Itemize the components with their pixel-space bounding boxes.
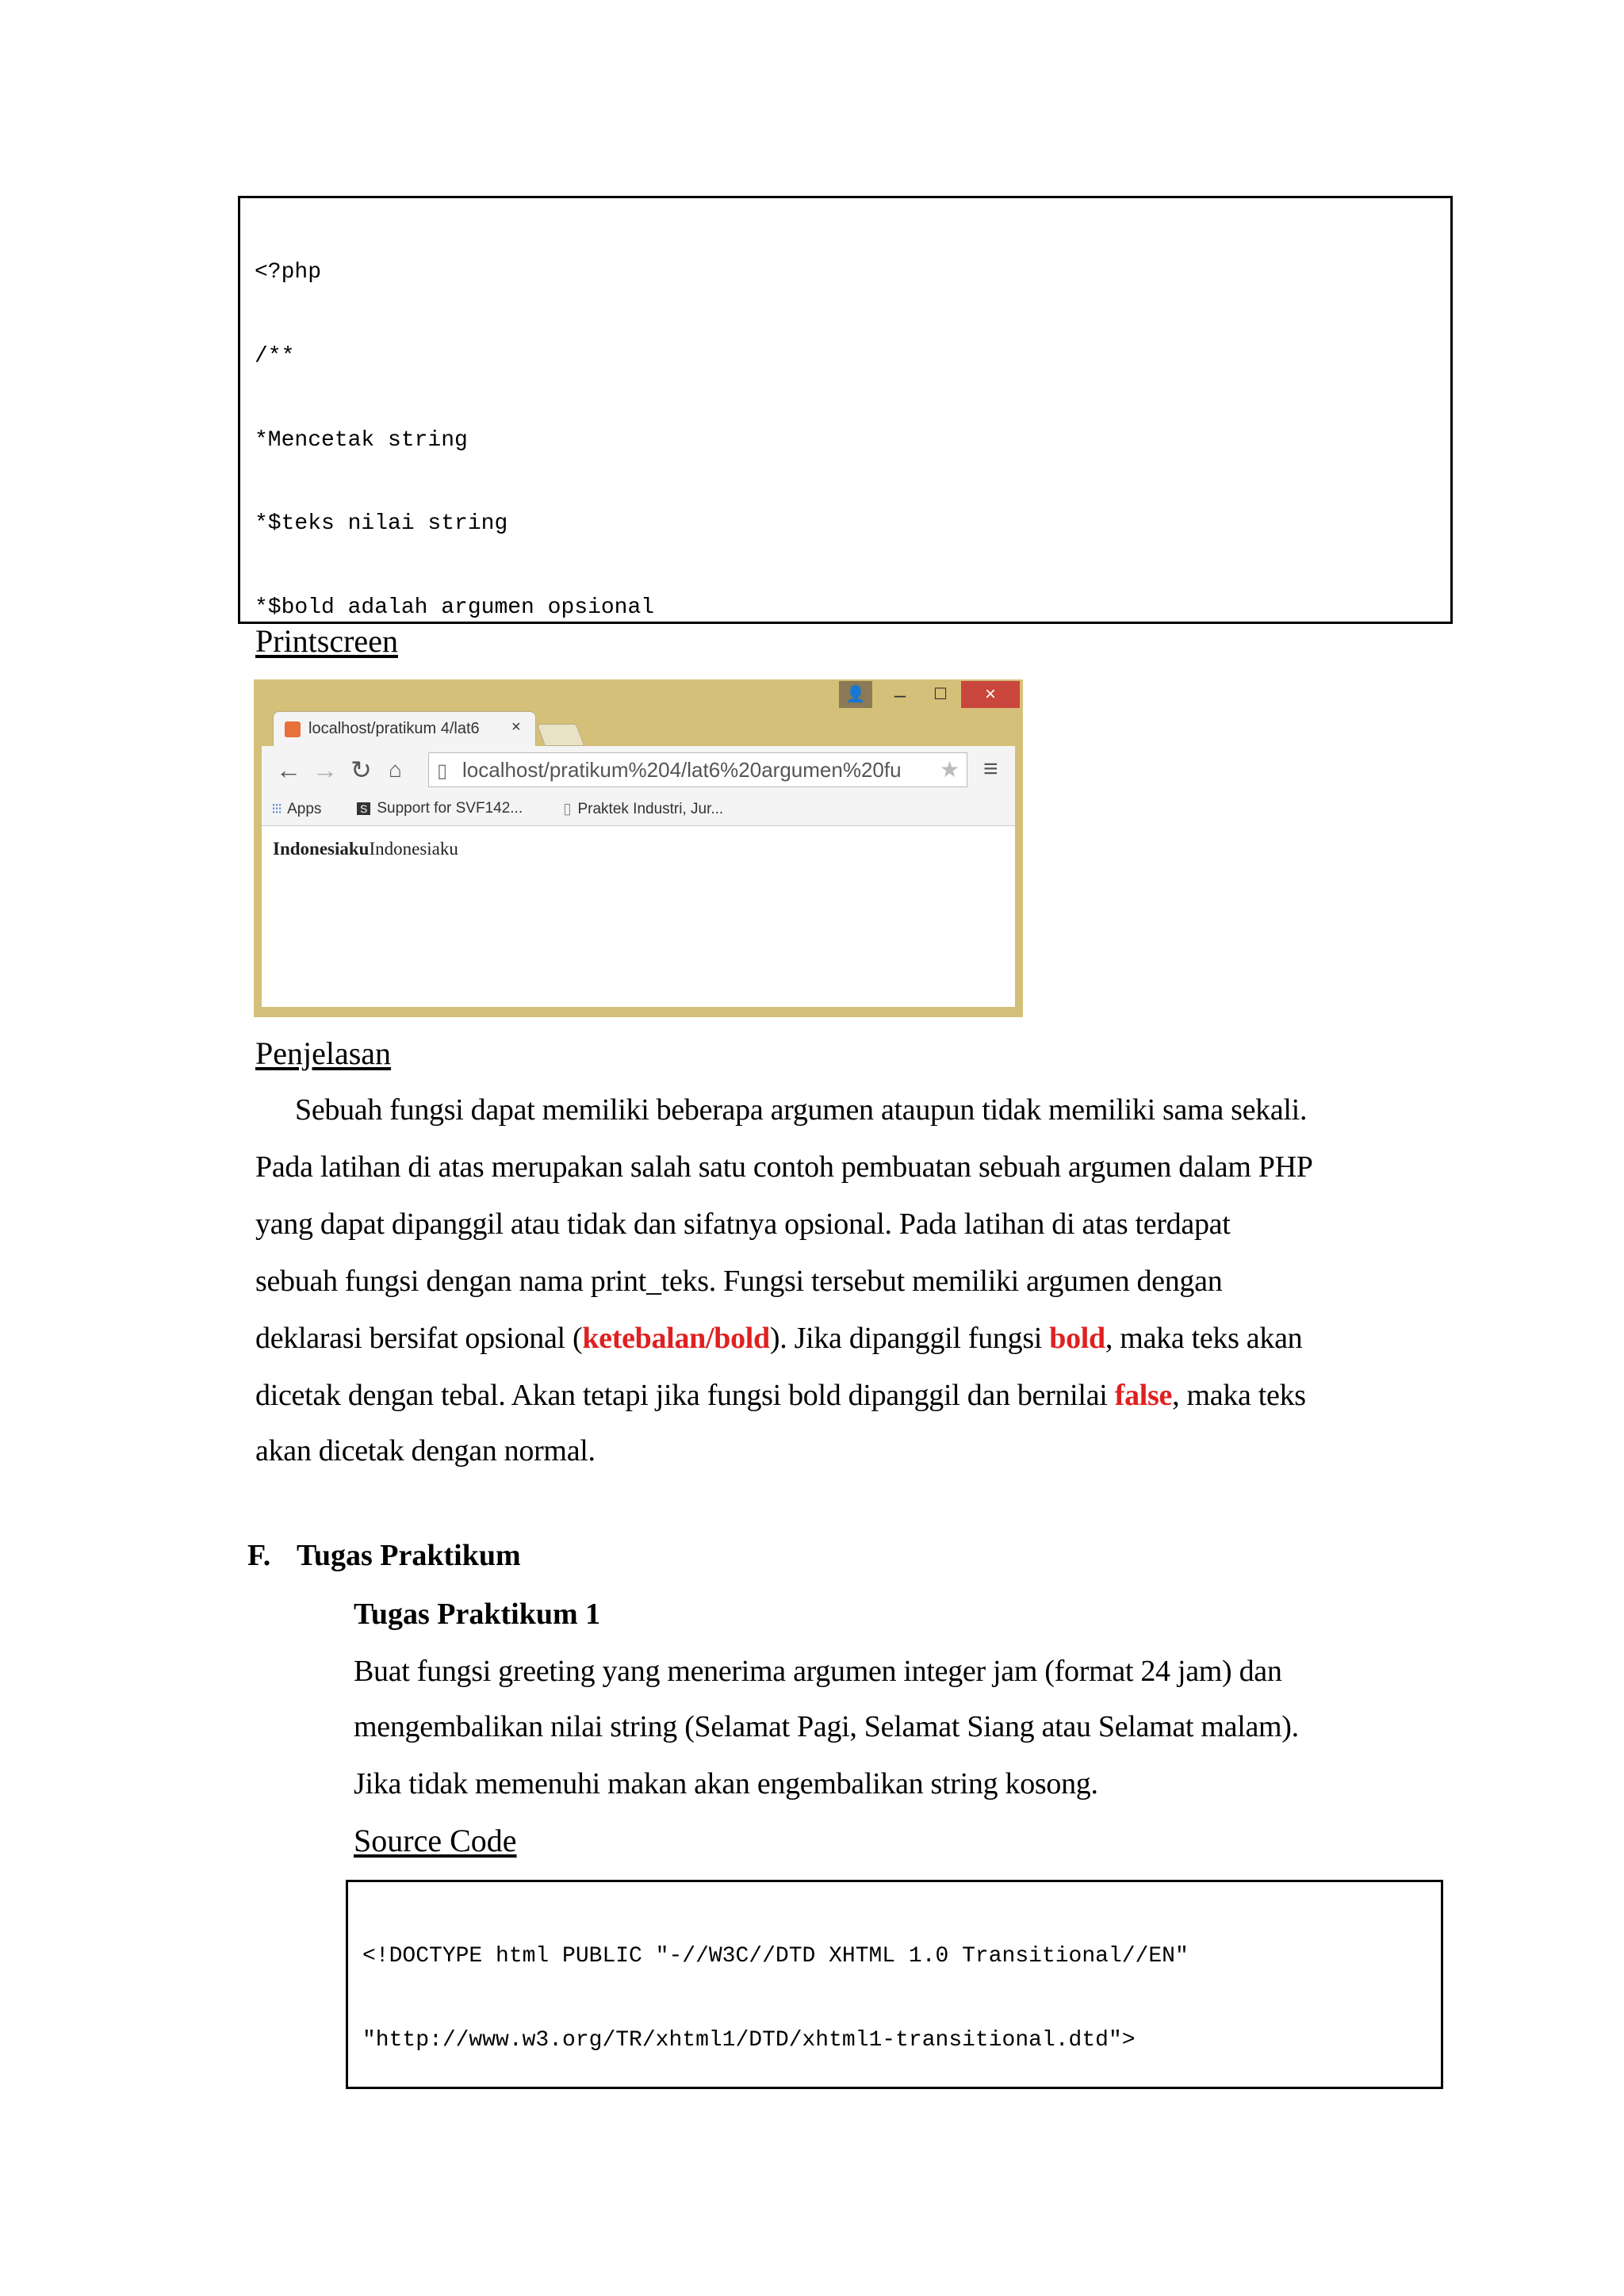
text-segment: dicetak dengan tebal. Akan tetapi jika fungsi bold dipanggil dan bernilai bbox=[255, 1379, 1115, 1412]
code-line: *Mencetak string bbox=[255, 427, 468, 453]
user-icon[interactable]: 👤 bbox=[839, 681, 872, 708]
code-line: <?php bbox=[255, 260, 322, 285]
code-line: <!DOCTYPE html PUBLIC "-//W3C//DTD XHTML 1.0 Transitional//EN" bbox=[362, 1944, 1189, 1969]
browser-frame-bottom bbox=[254, 1007, 1023, 1017]
section-letter: F. bbox=[247, 1539, 271, 1572]
paragraph-line: yang dapat dipanggil atau tidak dan sifatnya opsional. Pada latihan di atas terdapat bbox=[255, 1207, 1231, 1241]
bookmark-praktek[interactable] bbox=[563, 800, 723, 818]
output-bold: Indonesiaku bbox=[273, 839, 370, 859]
code-line: *$bold adalah argumen opsional bbox=[255, 595, 655, 620]
menu-icon[interactable]: ≡ bbox=[983, 754, 998, 783]
penjelasan-label: Penjelasan bbox=[255, 1035, 392, 1071]
printscreen-label: Printscreen bbox=[255, 623, 398, 659]
bookmark-star-icon[interactable]: ★ bbox=[940, 757, 960, 782]
paragraph-line bbox=[255, 1378, 1306, 1413]
bookmark-label: Apps bbox=[287, 801, 322, 817]
task-line: mengembalikan nilai string (Selamat Pagi, Selamat Siang atau Selamat malam). bbox=[354, 1710, 1299, 1743]
xampp-icon bbox=[285, 721, 301, 737]
browser-toolbar bbox=[262, 746, 1015, 794]
apps-grid-icon: ⁝⁝⁝ bbox=[271, 801, 282, 817]
subsection-heading: Tugas Praktikum 1 bbox=[354, 1598, 601, 1631]
paragraph-line: Pada latihan di atas merupakan salah satu contoh pembuatan sebuah argumen dalam PHP bbox=[255, 1150, 1313, 1184]
bookmark-support[interactable] bbox=[357, 800, 523, 817]
reload-icon[interactable]: ↻ bbox=[350, 756, 372, 784]
paragraph-line: sebuah fungsi dengan nama print_teks. Fungsi tersebut memiliki argumen dengan bbox=[255, 1265, 1223, 1298]
close-window-icon[interactable]: × bbox=[961, 681, 1020, 708]
highlight-text: ketebalan/bold bbox=[582, 1322, 770, 1355]
forward-arrow-icon[interactable]: → bbox=[312, 756, 338, 784]
highlight-text: bold bbox=[1049, 1322, 1105, 1355]
section-title: Tugas Praktikum bbox=[297, 1539, 521, 1572]
code-line: *$teks nilai string bbox=[255, 511, 508, 537]
new-tab-button[interactable] bbox=[537, 724, 584, 746]
output-regular: Indonesiaku bbox=[369, 839, 458, 859]
source-code-label: Source Code bbox=[354, 1823, 517, 1858]
bookmarks-bar bbox=[262, 794, 1015, 826]
html-code-block bbox=[346, 1880, 1443, 2089]
page-icon: ▯ bbox=[437, 760, 448, 782]
minimize-icon[interactable]: – bbox=[894, 683, 906, 706]
paragraph-line: Sebuah fungsi dapat memiliki beberapa argumen ataupun tidak memiliki sama sekali. bbox=[295, 1093, 1308, 1127]
paragraph-line: akan dicetak dengan normal. bbox=[255, 1434, 596, 1468]
page-output bbox=[273, 839, 458, 859]
bookmark-apps[interactable] bbox=[271, 800, 321, 818]
sony-icon: S bbox=[357, 802, 370, 815]
text-segment: ). Jika dipanggil fungsi bbox=[769, 1322, 1050, 1355]
text-segment: deklarasi bersifat opsional ( bbox=[255, 1322, 583, 1355]
bookmark-label: Praktek Industri, Jur... bbox=[577, 801, 724, 817]
code-line: "http://www.w3.org/TR/xhtml1/DTD/xhtml1-transitional.dtd"> bbox=[362, 2028, 1136, 2053]
section-heading bbox=[247, 1538, 521, 1573]
php-code-block bbox=[238, 196, 1453, 624]
document-icon: ▯ bbox=[563, 801, 572, 817]
task-line: Jika tidak memenuhi makan akan engembalikan string kosong. bbox=[354, 1767, 1098, 1800]
browser-screenshot bbox=[254, 679, 1023, 1017]
code-line: /** bbox=[255, 344, 295, 369]
paragraph-line bbox=[255, 1321, 1302, 1356]
task-line: Buat fungsi greeting yang menerima argumen integer jam (format 24 jam) dan bbox=[354, 1655, 1282, 1688]
maximize-icon[interactable]: ☐ bbox=[933, 686, 948, 703]
text-segment: , maka teks akan bbox=[1105, 1322, 1303, 1355]
address-bar[interactable] bbox=[428, 752, 967, 787]
browser-tab[interactable] bbox=[273, 711, 536, 747]
browser-viewport bbox=[262, 826, 1015, 1007]
text-segment: , maka teks bbox=[1172, 1379, 1306, 1412]
tab-close-icon[interactable]: × bbox=[511, 718, 521, 736]
highlight-text: false bbox=[1114, 1379, 1173, 1412]
home-icon[interactable]: ⌂ bbox=[389, 757, 402, 782]
url-text: localhost/pratikum%204/lat6%20argumen%20fu bbox=[462, 758, 902, 782]
bookmark-label: Support for SVF142... bbox=[377, 800, 523, 817]
back-arrow-icon[interactable]: ← bbox=[276, 756, 301, 784]
tab-title: localhost/pratikum 4/lat6 bbox=[308, 720, 480, 737]
